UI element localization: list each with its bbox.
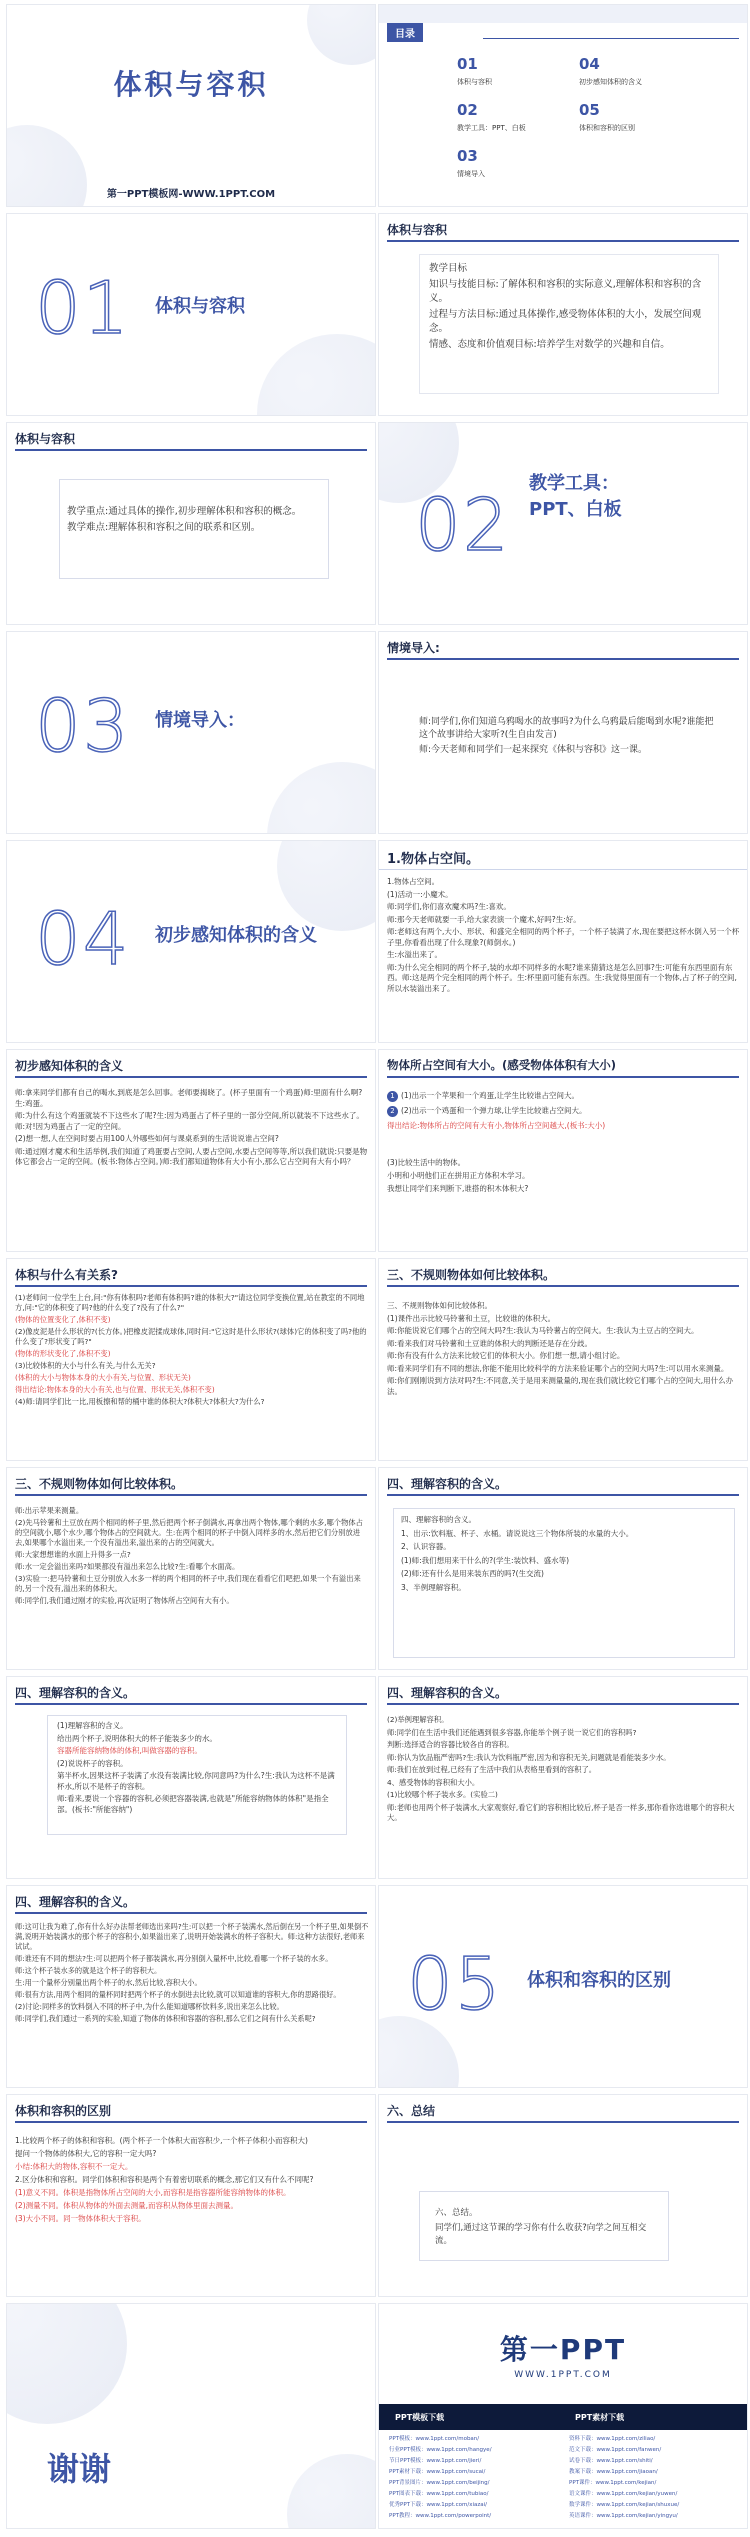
header-rule [15, 1285, 367, 1287]
slide-header: 六、总结 [387, 2104, 436, 2118]
text-line: (3)比较生活中的物体。 [387, 1158, 466, 1167]
text-line: (2)师:还有什么是用来装东西的吗?(生交流) [401, 1569, 544, 1578]
text-line: 1.物体占空间。 [387, 877, 440, 886]
slide-header: 三、不规则物体如何比较体积。 [387, 1268, 556, 1282]
text-line: 2.区分体积和容积。同学们体积和容积是两个有着密切联系的概念,那它们又有什么不同呢? [15, 2175, 314, 2184]
list-item [387, 1090, 741, 1102]
text-line: 判断:选择适合的容器比较各自的容积。 [387, 1740, 514, 1749]
cover-subtitle: 第一PPT模板网-WWW.1PPT.COM [106, 189, 276, 200]
slide-space-size[interactable] [378, 1049, 748, 1252]
difference-text [15, 2135, 369, 2226]
slide-intro[interactable] [378, 631, 748, 834]
slide-header: 四、理解容积的含义。 [15, 1686, 136, 1700]
text-line: 情感、态度和价值观目标:培养学生对数学的兴趣和自信。 [429, 339, 670, 350]
header-rule [387, 1703, 739, 1705]
section-title: 情境导入： [155, 710, 245, 731]
header-rule [387, 658, 739, 660]
ad-left-title: PPT模板下载 [395, 2413, 445, 2422]
highlight-line: (2)测量不同。体积从物体的外面去测量,而容积从物体里面去测量。 [15, 2201, 239, 2210]
text-line: 四、理解容积的含义。 [401, 1515, 476, 1524]
header-rule [387, 1285, 739, 1287]
text-line: 师:出示苹果来测量。 [15, 1506, 84, 1515]
ad-link[interactable]: PPT教程：www.1ppt.com/powerpoint/ [389, 2513, 492, 2519]
text-line: 同学们,通过这节课的学习你有什么收获?向学之间互相交流。 [435, 2223, 647, 2246]
toc-item-number: 02 [457, 101, 478, 119]
text-line: 师:看来同学们有不同的想法,你能不能用比较科学的方法来验证哪个占的空间大吗?生:可以用水来测量。 [387, 1363, 729, 1373]
section-title: 体积和容积的区别 [527, 1970, 671, 1991]
text-line: (2)举例理解容积。 [387, 1715, 449, 1724]
slide-header: 四、理解容积的含义。 [387, 1477, 508, 1491]
toc-item-label: 初步感知体积的含义 [579, 78, 642, 86]
text-line: 师:这个杯子装水多的就是这个杯子的容积大。 [15, 1966, 162, 1975]
text-line: (2)想一想,人在空间时要占用100人外哪些如何与课桌系到的生活说说谁占空间? [15, 1134, 279, 1143]
highlight-line: (1)意义不同。体积是指物体所占空间的大小,而容积是指容器所能容纳物体的体积。 [15, 2188, 291, 2197]
irregular-text [387, 1301, 741, 1399]
text-line: 师:同学们在生活中我们还能遇到很多容器,你能举个例子说一说它们的容积吗? [387, 1727, 637, 1737]
decor-circle [267, 762, 376, 834]
ad-link[interactable]: PPT素材下载：www.1ppt.com/sucai/ [389, 2469, 486, 2475]
section-number: 02 [415, 483, 511, 567]
ad-link[interactable]: 范文下载：www.1ppt.com/fanwen/ [569, 2447, 662, 2453]
slide-section-03[interactable] [6, 631, 376, 834]
decor-circle [6, 2303, 127, 2424]
toc-item-label: 体积和容积的区别 [579, 124, 635, 132]
slide-section-05[interactable] [378, 1885, 748, 2088]
text-line: 师:同学们,你们喜欢魔术吗?生:喜欢。 [387, 902, 511, 911]
text-line: 师:你们刚刚说到方法对吗?生:不同意,关于是用来测量量的,现在我们就比较它们哪个占的空间大,用什么办法。 [387, 1376, 734, 1396]
decor-circle [378, 2016, 459, 2088]
slide-header: 情境导入: [387, 641, 440, 655]
slide-capacity-1[interactable] [378, 1467, 748, 1670]
toc-line [483, 23, 739, 39]
header-rule [15, 449, 367, 451]
text-line: 师:那今天老师就要一手,给大家表演一个魔术,好吗?生:好。 [387, 914, 581, 924]
text-line: 生:水溢出来了。 [387, 950, 443, 959]
ad-logo-url[interactable]: WWW.1PPT.COM [514, 2370, 612, 2380]
bullet-number-icon: 1 [387, 1091, 398, 1102]
text-line: 教学重点:通过具体的操作,初步理解体积和容积的概念。 [67, 506, 302, 517]
ad-link[interactable]: 教案下载：www.1ppt.com/jiaoan/ [569, 2469, 658, 2475]
text-line: 教学目标 [429, 263, 468, 274]
toc-item[interactable] [457, 101, 577, 133]
capacity-text [15, 1922, 369, 2026]
text-line: (1)老师问一位学生上台,问:"你有体积吗?老师有体积吗?谁的体积大?"请这位同学变换位置,站在教室的不同地方,问:"它的体积变了吗?他的什么变了?没有了什么?" [15, 1293, 365, 1312]
toc-item-number: 03 [457, 147, 478, 165]
text-line: 2、认识容器。 [401, 1542, 451, 1551]
toc-item[interactable] [457, 55, 577, 87]
text-line: 3、半例理解容积。 [401, 1582, 466, 1592]
text-line: 师:同学们,我们通过刚才的实验,再次证明了物体所占空间有大有小。 [15, 1596, 234, 1605]
text-line: 师:同学们,我们通过一系列的实验,知道了物体的体积和容器的容积,那么它们之间有什么关系呢? [15, 2014, 316, 2023]
volume-factors-text [15, 1293, 369, 1409]
section-title: 初步感知体积的含义 [155, 925, 317, 946]
text-line: (2)像皮泥是什么形状的?(长方体。)把橡皮泥揉成球体,同时问:"它这时是什么形状?(球体)它的体积变了吗?他的什么变了?形状变了吗?" [15, 1327, 367, 1346]
text-line: (1)比较哪个杯子装水多。(实验二) [387, 1790, 498, 1799]
decor-circle [307, 4, 376, 65]
text-line: 师:我们在放到过程,已经有了生活中我们从表格里看到的容积了。 [387, 1765, 597, 1774]
list-item-text: (2)出示一个鸡蛋和一个弹力球,让学生比较谁占空间大。 [401, 1106, 587, 1115]
text-line: 三、不规则物体如何比较体积。 [387, 1301, 492, 1310]
text-line: (1)活动一:小魔术。 [387, 889, 453, 899]
header-rule [15, 1703, 367, 1705]
slide-irregular-2[interactable] [6, 1467, 376, 1670]
header-rule [15, 1912, 367, 1914]
text-line: (1)课件出示比较马铃薯和土豆，比较谁的体积大。 [387, 1313, 556, 1323]
decor-circle [277, 840, 376, 931]
slide-section-02[interactable] [378, 422, 748, 625]
text-line: (1)理解容积的含义。 [57, 1721, 128, 1730]
slide-volume-factors[interactable] [6, 1258, 376, 1461]
toc-item-label: 体积与容积 [457, 78, 492, 86]
ad-link[interactable]: 试卷下载：www.1ppt.com/shiti/ [569, 2458, 653, 2464]
header-rule [387, 240, 739, 242]
ad-link[interactable]: 英语课件：www.1ppt.com/kejian/yingyu/ [569, 2513, 678, 2519]
highlight-line: (体积的大小与物体本身的大小有关,与位置、形状无关) [15, 1373, 191, 1382]
slide-cover[interactable] [6, 4, 376, 207]
decor-circle [257, 334, 376, 416]
slide-header: 1.物体占空间。 [387, 852, 479, 867]
slide-capacity-3[interactable] [378, 1676, 748, 1879]
text-line: (4)师:请同学们比一比,用板擦和帮的桶中谁的体积大?体积大?体积大?为什么? [15, 1397, 265, 1406]
slide-key-points[interactable] [6, 422, 376, 625]
highlight-line: 得出结论:物体所占的空间有大有小,物体所占空间越大,(板书:大小) [387, 1121, 606, 1130]
text-line: 师:水一定会溢出来吗?如果都没有溢出来怎么比较?生:看哪个水面高。 [15, 1562, 240, 1571]
text-line: 提问一个物体的体积大,它的容积一定大吗? [15, 2149, 157, 2158]
goal-text [429, 262, 709, 354]
toc-item[interactable] [579, 101, 699, 133]
slide-section-01[interactable] [6, 213, 376, 416]
capacity-text [57, 1721, 337, 1817]
slide-irregular-1[interactable] [378, 1258, 748, 1461]
slide-perceive-volume[interactable] [6, 1049, 376, 1252]
toc-label: 目录 [387, 23, 423, 42]
header-rule [387, 1494, 739, 1496]
slide-thanks[interactable] [6, 2303, 376, 2529]
toc-item[interactable] [579, 55, 699, 87]
text-line: 师:看来,要说一个容器的容积,必须把容器装满,也就是"所能容纳物体的体积"是指全部。(板书:"所能容纳") [57, 1794, 329, 1814]
text-line: 师:为什么完全相同的两个杯子,装的水却不同样多的水呢?谁来猜猜这是怎么回事?生:可能有东西里面有东西。师:这是两个完全相同的两个杯子。生:杯里面可能有东西。生:我觉得里面有一个物体,占了杯子的空间,所以水装溢出来了。 [387, 962, 737, 993]
text-line: 师:你有没有什么方法来比较它们的体积大小。你们想一想,请小组讨论。 [387, 1351, 625, 1360]
slide-occupy-space[interactable] [378, 840, 748, 1043]
spacer [387, 1133, 741, 1157]
irregular-text [15, 1506, 369, 1608]
slide-header: 物体所占空间有大小。(感受物体体积有大小) [387, 1058, 617, 1072]
text-line: 给出两个杯子,说明体积大的杯子能装多少的水。 [57, 1733, 217, 1743]
header-rule [387, 1076, 739, 1078]
ad-link[interactable]: PPT课件：www.1ppt.com/kejian/ [569, 2480, 657, 2486]
slide-header: 四、理解容积的含义。 [15, 1895, 136, 1909]
space-size-text [387, 1090, 741, 1196]
slide-header: 体积与什么有关系? [15, 1268, 118, 1282]
ad-link[interactable]: 优秀PPT下载：www.1ppt.com/xiazai/ [389, 2502, 488, 2508]
ad-right-title: PPT素材下载 [575, 2413, 625, 2422]
text-line: 师:你能说说它们哪个占的空间大吗?生:我认为马铃薯占的空间大。生:我认为土豆占的空间大。 [387, 1326, 699, 1335]
text-line: 师:这可让我为难了,你有什么好办法帮老师选出来吗?生:可以把一个杯子装满水,然后倒在另一个杯子里,如果倒不满,说明开始装满水的那个杯子的容积小,如果溢出来了,说明开始装满水的杯子容积大。师:这种方法很好,老师来试试。 [15, 1922, 369, 1951]
slide-header: 体积与容积 [15, 432, 76, 446]
ad-link[interactable]: 数学课件：www.1ppt.com/kejian/shuxue/ [569, 2502, 680, 2508]
text-line: 教学难点:理解体积和容积之间的联系和区别。 [67, 522, 261, 533]
text-line: (3)比较体积的大小与什么有关,与什么无关? [15, 1361, 156, 1370]
slide-header: 体积和容积的区别 [15, 2104, 112, 2118]
section-number: 03 [35, 684, 131, 768]
toc-item-label: 教学工具：PPT、白板 [457, 124, 526, 132]
text-line: 4、感受物体的容积和大小。 [387, 1777, 480, 1787]
header-rule [387, 2121, 739, 2123]
capacity-text [387, 1715, 741, 1826]
ad-logo: 第一PPT [499, 2333, 627, 2366]
slide-summary[interactable] [378, 2094, 748, 2297]
ad-link[interactable]: PPT背景图片：www.1ppt.com/beijing/ [389, 2480, 490, 2486]
text-line: (2)先马铃薯和土豆放在两个相同的杯子里,然后把两个杯子倒满水,再拿出两个物体,哪个剩的水多,哪个物体占的空间就小,哪个水少,哪个物体占的空间就大。生:在两个相同的杯子中倒入同样多的水,然后把它们分别放进去,如果哪个水溢出来,一个没有溢出来,溢出来的占的空间就大。 [15, 1518, 363, 1547]
slide-ad[interactable] [378, 2303, 748, 2529]
text-line: 师:你认为饮品瓶严密吗?生:我认为饮料瓶严密,因为和容积无关,问题就是看能装多少水。 [387, 1752, 671, 1762]
slide-toc[interactable] [378, 4, 748, 207]
text-line: 师:谁还有不同的想法?生:可以把两个杯子都装满水,再分别倒入量杯中,比较,看哪一个杯子装的水多。 [15, 1954, 333, 1963]
ad-right-links [569, 2434, 739, 2522]
text-line: 1、出示:饮料瓶、杯子、水桶。请说说这三个物体所装的水量的大小。 [401, 1528, 634, 1538]
ad-link[interactable]: PPT图表下载：www.1ppt.com/tubiao/ [389, 2491, 489, 2497]
key-points-text [67, 505, 321, 537]
text-line: 1.比较两个杯子的体积和容积。(两个杯子一个体积大而容积少,一个杯子体积小而容积大) [15, 2136, 308, 2145]
cover-title: 体积与容积 [113, 68, 269, 101]
text-line: 小明和小明他们正在拼用正方体积木学习。 [387, 1171, 530, 1180]
section-title: 体积与容积 [155, 296, 245, 317]
text-line: 知识与技能目标:了解体积和容积的实际意义,理解体积和容积的含义。 [429, 279, 702, 304]
slide-header: 初步感知体积的含义 [15, 1059, 124, 1073]
toc-topbar [379, 5, 747, 23]
slide-difference[interactable] [6, 2094, 376, 2297]
slide-header: 四、理解容积的含义。 [387, 1686, 508, 1700]
toc-item[interactable] [457, 147, 577, 179]
section-number: 04 [35, 897, 131, 981]
text-line: (2)说说杯子的容积。 [57, 1758, 128, 1768]
text-line: 第半杯水,因果这杯子装满了水没有装满比较,你同意吗?为什么?生:我认为这杯不是满杯水,所以不是杯子的容积。 [57, 1771, 335, 1791]
ad-link[interactable]: 行业PPT模板：www.1ppt.com/hangye/ [389, 2447, 492, 2453]
highlight-line: (3)大小不同。同一物体体积大于容积。 [15, 2214, 146, 2223]
ad-link[interactable]: 资料下载：www.1ppt.com/ziliao/ [569, 2436, 656, 2442]
occupy-space-text [387, 877, 741, 996]
perceive-text [15, 1088, 369, 1170]
list-item [387, 1105, 741, 1117]
slide-goals[interactable] [378, 213, 748, 416]
text-line: (3)实验一:把马铃薯和土豆分别放入水多一样的两个相同的杯子中,我们现在看看它们吧把,如果一个有溢出来的,另一个没有,溢出来的体积大。 [15, 1574, 361, 1593]
intro-text [419, 716, 719, 759]
text-line: (2)讨论:同样多的饮料倒入不同的杯子中,为什么能知道哪杯饮料多,说出来怎么比较。 [15, 2002, 284, 2011]
header-rule [379, 869, 747, 870]
bullet-number-icon: 2 [387, 1106, 398, 1117]
text-line: 师:老师这有两个,大小、形状、和盛完全相同的两个杯子，一个杯子装满了水,现在要把这杯水倒入另一个杯子里,你看看出现了什么现象?(师倒水。) [387, 927, 740, 947]
decor-circle [287, 2454, 376, 2529]
list-item-text: (1)出示一个苹果和一个鸡蛋,让学生比较谁占空间大。 [401, 1091, 580, 1100]
slide-capacity-2[interactable] [6, 1676, 376, 1879]
toc-item-number: 04 [579, 55, 600, 73]
toc-item-number: 05 [579, 101, 600, 119]
text-line: 师:同学们,你们知道乌鸦喝水的故事吗?为什么乌鸦最后能喝到水呢?谁能把这个故事讲给大家听?(生自由发言) [419, 717, 714, 740]
header-rule [15, 1494, 367, 1496]
highlight-line: (物体的形状变化了,体积不变) [15, 1349, 111, 1358]
text-line: 我想让同学们来判断下,谁搭的积木体积大? [387, 1184, 529, 1193]
text-line: 师:今天老师和同学们一起来探究《体积与容积》这一课。 [419, 745, 648, 755]
text-line: 师:通过刚才魔术和生活举例,我们知道了鸡蛋要占空间,人要占空间,水要占空间等等,所以我们就说:只要是物体它都会占一定的空间。(板书:物体占空间。)师:我们都知道物体有大小有小,那么它占空间有大有小吗？ [15, 1146, 368, 1166]
slide-capacity-4[interactable] [6, 1885, 376, 2088]
highlight-line: (物体的位置变化了,体积不变) [15, 1315, 111, 1324]
highlight-line: 得出结论:物体本身的大小有关,也与位置、形状无关,体积不变) [15, 1385, 215, 1394]
header-rule [15, 1076, 367, 1078]
toc-item-label: 情境导入 [457, 170, 485, 178]
text-line: (1)师:我们想用来干什么的?(学生:装饮料、盛水等) [401, 1555, 570, 1565]
section-number: 01 [35, 266, 131, 350]
toc-item-number: 01 [457, 55, 478, 73]
highlight-line: 容器所能容纳物体的体积,叫做容器的容积。 [57, 1746, 202, 1755]
slide-header: 三、不规则物体如何比较体积。 [15, 1477, 184, 1491]
capacity-text [401, 1514, 727, 1595]
section-number: 05 [407, 1942, 503, 2026]
ad-link[interactable]: PPT模板：www.1ppt.com/moban/ [389, 2436, 480, 2442]
text-line: 师:很有方法,用两个相同的量杯同时把两个杯子的水倒进去比较,就可以知道谁的容积大,你的思路很好。 [15, 1990, 341, 1999]
ad-link[interactable]: 节日PPT模板：www.1ppt.com/jieri/ [389, 2458, 482, 2464]
header-rule [15, 2121, 367, 2123]
section-title: 教学工具：PPT、白板 [529, 473, 622, 520]
slide-section-04[interactable] [6, 840, 376, 1043]
ad-left-links [389, 2434, 559, 2522]
content-box [419, 2191, 669, 2261]
text-line: 师:为什么有这个鸡蛋就装不下这些水了呢?生:因为鸡蛋占了杯子里的一部分空间,所以就装不下这些水了。师:对!因为鸡蛋占了一定的空间。 [15, 1111, 364, 1131]
text-line: 师:拿来同学们都有自己的喝水,到底是怎么回事。老师要揭晓了。(杯子里面有一个鸡蛋)师:里面有什么啊?生:鸡蛋。 [15, 1088, 363, 1108]
text-line: 生:用一个量杯分别量出两个杯子的水,然后比较,容积大小。 [15, 1978, 202, 1987]
text-line: 师:大家想想谁的水面上升得多一点? [15, 1550, 131, 1559]
text-line: 师:老师也用两个杯子装满水,大家观察好,看它们的容积相比较后,杯子是否一样多,那你看你选谁哪个的容积大大。 [387, 1802, 735, 1822]
slide-header: 体积与容积 [387, 223, 448, 237]
text-line: 六、总结。 [435, 2208, 478, 2218]
text-line: 师:看来我们对马铃薯和土豆谁的体积大的判断还是存在分歧。 [387, 1338, 593, 1348]
text-line: 过程与方法目标:通过具体操作,感受物体体积的大小，发展空间观念。 [429, 309, 702, 334]
highlight-line: 小结:体积大的物体,容积不一定大。 [15, 2162, 133, 2171]
thanks-text: 谢谢 [47, 2450, 112, 2488]
ad-link[interactable]: 语文课件：www.1ppt.com/kejian/yuwen/ [569, 2491, 678, 2497]
